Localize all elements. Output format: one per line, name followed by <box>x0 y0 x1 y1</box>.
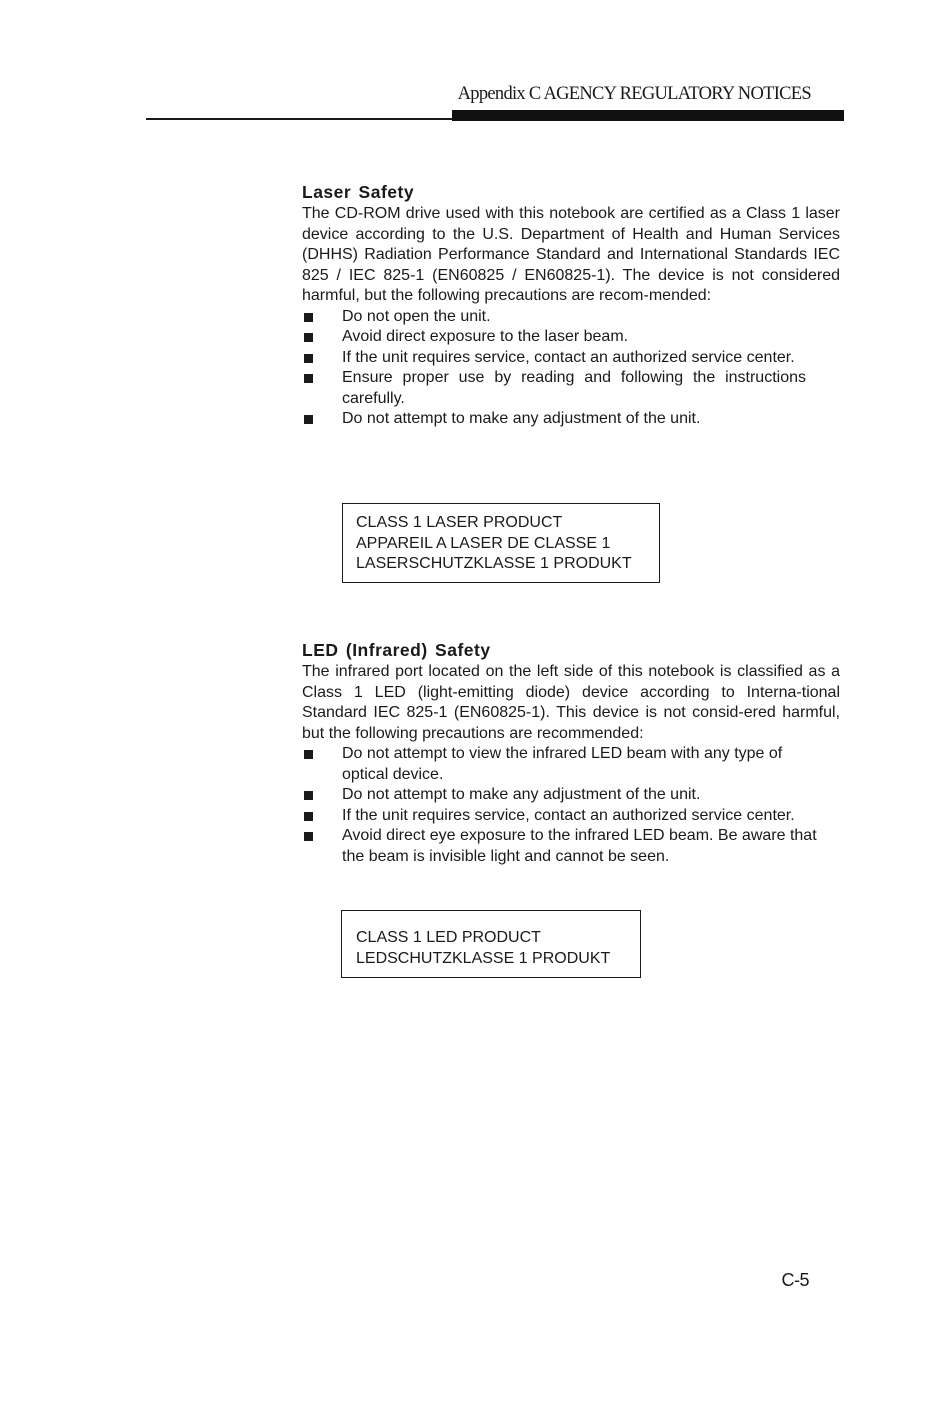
list-item <box>302 368 840 409</box>
led-precautions-list <box>302 744 840 867</box>
list-item <box>302 348 840 369</box>
list-item <box>302 826 840 867</box>
list-item <box>302 307 840 328</box>
list-item-text: Do not attempt to view the infrared LED beam with any type of optical device. <box>342 745 783 783</box>
square-bullet-icon <box>304 832 313 841</box>
led-safety-intro: The infrared port located on the left side of this notebook is classified as a Class 1 LED (light-emitting diode) device according to Interna-tional Standard IEC 825-1 (EN60825-1). This device is not consid-ered harmful, but the following precautions are recommended: <box>302 663 840 742</box>
square-bullet-icon <box>304 791 313 800</box>
list-item <box>302 744 840 785</box>
list-item-text: If the unit requires service, contact an authorized service center. <box>342 806 795 824</box>
laser-precautions-list <box>302 307 840 430</box>
header-rule-thin <box>146 118 452 120</box>
list-item-text: Ensure proper use by reading and following the instructions carefully. <box>342 369 806 407</box>
square-bullet-icon <box>304 333 313 342</box>
running-header: Appendix C AGENCY REGULATORY NOTICES <box>457 84 811 104</box>
laser-safety-section <box>302 180 840 430</box>
square-bullet-icon <box>304 313 313 322</box>
square-bullet-icon <box>304 374 313 383</box>
led-safety-section <box>302 638 840 867</box>
list-item-text: Do not open the unit. <box>342 307 491 325</box>
list-item-text: Avoid direct exposure to the laser beam. <box>342 328 629 345</box>
list-item <box>302 806 840 827</box>
label-line: APPAREIL A LASER DE CLASSE 1 <box>356 534 611 552</box>
led-safety-title: LED (Infrared) Safety <box>302 640 491 660</box>
list-item <box>302 327 840 348</box>
list-item <box>302 785 840 806</box>
square-bullet-icon <box>304 354 313 363</box>
square-bullet-icon <box>304 750 313 759</box>
list-item-text: If the unit requires service, contact an authorized service center. <box>342 348 795 366</box>
led-class-label-box <box>341 910 641 978</box>
list-item-text: Do not attempt to make any adjustment of the unit. <box>342 410 701 427</box>
label-line: CLASS 1 LASER PRODUCT <box>356 514 563 531</box>
header-rule-thick <box>452 110 844 121</box>
square-bullet-icon <box>304 415 313 424</box>
list-item <box>302 409 840 430</box>
square-bullet-icon <box>304 812 313 821</box>
laser-safety-intro: The CD-ROM drive used with this notebook are certified as a Class 1 laser device according to the U.S. Department of Health and Human Services (DHHS) Radiation Performance Standard and International Standards IEC 825 / IEC 825-1 (EN60825 / EN60825-1). The device is not considered harmful, but the following precautions are recom-mended: <box>302 205 840 304</box>
list-item-text: Avoid direct eye exposure to the infrared LED beam. Be aware that the beam is invisible light and cannot be seen. <box>342 827 817 865</box>
laser-safety-title: Laser Safety <box>302 182 415 202</box>
label-line: LEDSCHUTZKLASSE 1 PRODUKT <box>356 949 611 967</box>
page-number: C-5 <box>781 1270 809 1290</box>
laser-class-label-box <box>342 503 660 583</box>
label-line: CLASS 1 LED PRODUCT <box>356 929 541 946</box>
label-line: LASERSCHUTZKLASSE 1 PRODUKT <box>356 555 632 572</box>
list-item-text: Do not attempt to make any adjustment of the unit. <box>342 786 701 803</box>
